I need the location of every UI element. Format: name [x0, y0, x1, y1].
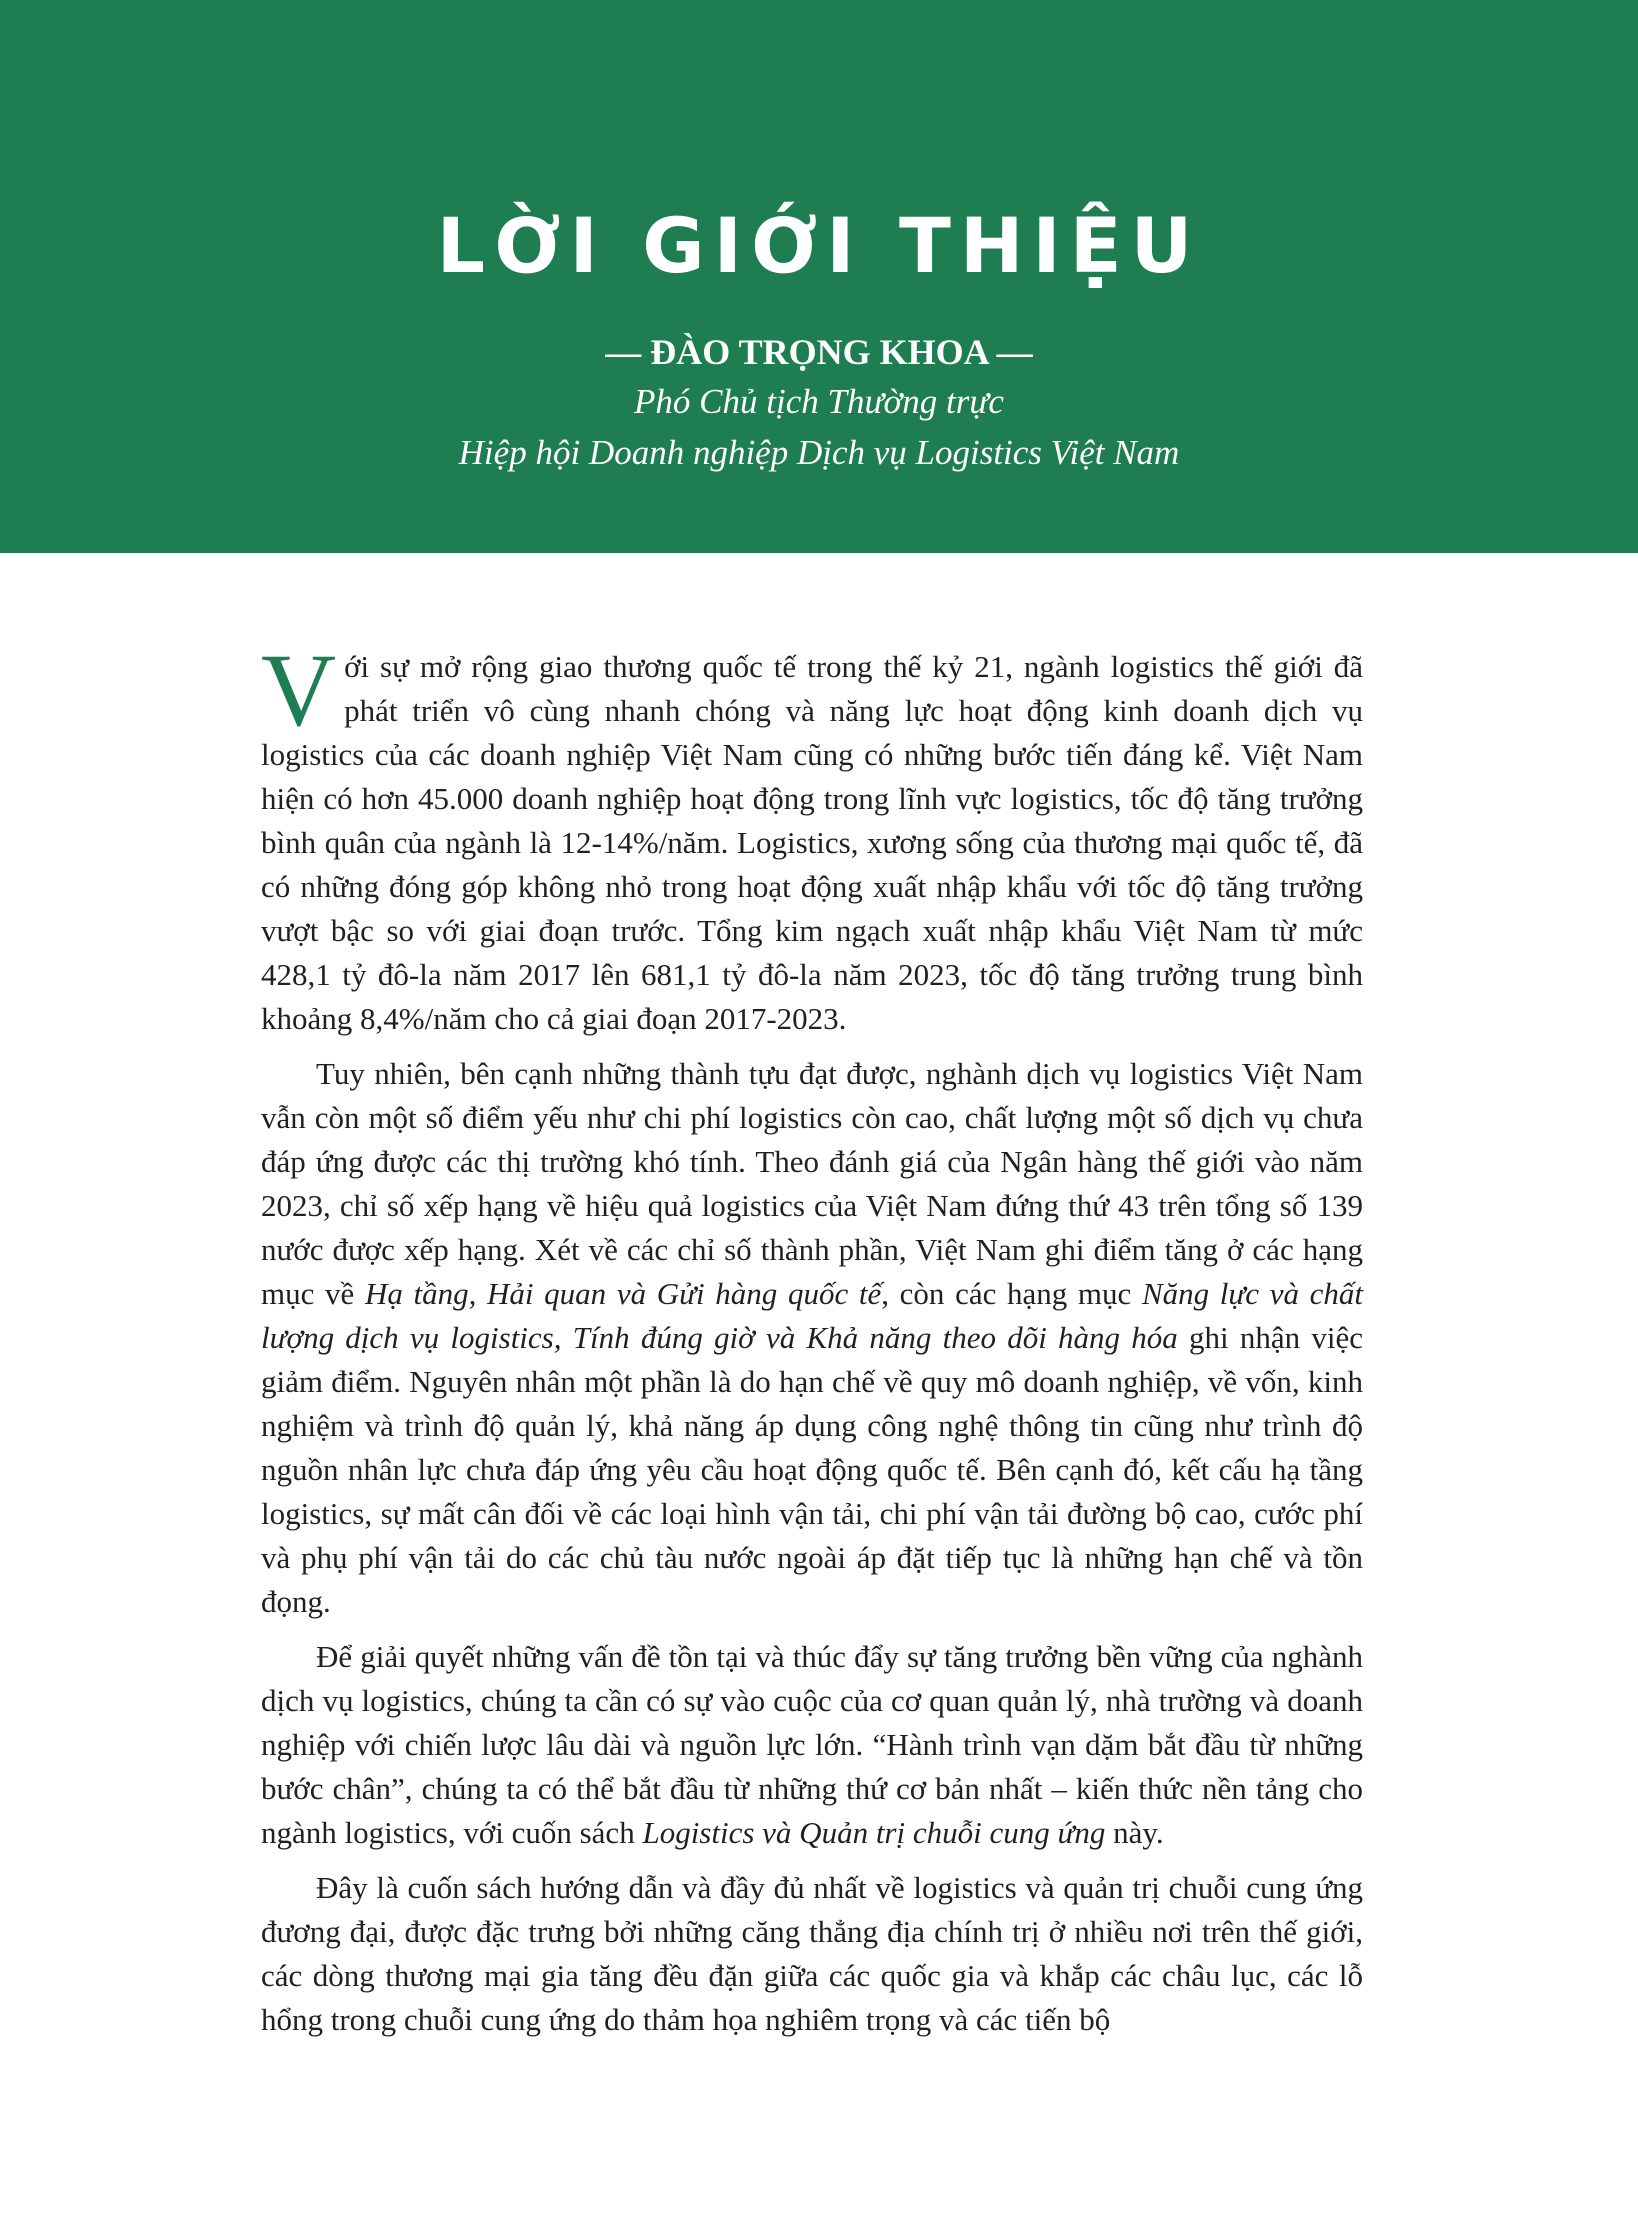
paragraph-2-italic-a: Hạ tầng, Hải quan và Gửi hàng quốc tế	[364, 1276, 882, 1311]
paragraph-2-text-c: ghi nhận việc giảm điểm. Nguyên nhân một phần là do hạn chế về quy mô doanh nghiệp, về vốn, kinh nghiệm và trình độ quản lý, khả năng áp dụng công nghệ thông tin cũng như trình độ nguồn nhân lực chưa đáp ứng yêu cầu hoạt động quốc tế. Bên cạnh đó, kết cấu hạ tầng logistics, sự mất cân đối về các loại hình vận tải, chi phí vận tải đường bộ cao, cước phí và phụ phí vận tải do các chủ tàu nước ngoài áp đặt tiếp tục là những hạn chế và tồn đọng.	[261, 1320, 1363, 1619]
paragraph-3-text-a: Để giải quyết những vấn đề tồn tại và thúc đẩy sự tăng trưởng bền vững của nghành dịch vụ logistics, chúng ta cần có sự vào cuộc của cơ quan quản lý, nhà trường và doanh nghiệp với chiến lược lâu dài và nguồn lực lớn. “Hành trình vạn dặm bắt đầu từ những bước chân”, chúng ta có thể bắt đầu từ những thứ cơ bản nhất – kiến thức nền tảng cho ngành logistics, với cuốn sách	[261, 1639, 1363, 1850]
author-role: Phó Chủ tịch Thường trực	[634, 382, 1004, 421]
page-title: LỜI GIỚI THIỆU	[436, 201, 1202, 290]
paragraph-2-italic-b: Năng lực và chất lượng dịch vụ logistics, Tính đúng giờ và Khả năng theo dõi hàng hóa	[261, 1276, 1364, 1355]
paragraph-3-text-b: này.	[1105, 1815, 1164, 1850]
paragraph-2-text-b: , còn các hạng mục	[881, 1276, 1142, 1311]
paragraph-1	[261, 633, 1363, 1041]
paragraph-2	[261, 1052, 1363, 1624]
body-text	[261, 633, 1364, 2053]
author-organization: Hiệp hội Doanh nghiệp Dịch vụ Logistics Việt Nam	[458, 433, 1180, 472]
paragraph-3-book-title: Logistics và Quản trị chuỗi cung ứng	[642, 1815, 1106, 1850]
paragraph-2-text-a: Tuy nhiên, bên cạnh những thành tựu đạt được, nghành dịch vụ logistics Việt Nam vẫn còn một số điểm yếu như chi phí logistics còn cao, chất lượng một số dịch vụ chưa đáp ứng được các thị trường khó tính. Theo đánh giá của Ngân hàng thế giới vào năm 2023, chỉ số xếp hạng về hiệu quả logistics của Việt Nam đứng thứ 43 trên tổng số 139 nước được xếp hạng. Xét về các chỉ số thành phần, Việt Nam ghi điểm tăng ở các hạng mục về	[261, 1056, 1363, 1311]
paragraph-4-text: Đây là cuốn sách hướng dẫn và đầy đủ nhất về logistics và quản trị chuỗi cung ứng đương đại, được đặc trưng bởi những căng thẳng địa chính trị ở nhiều nơi trên thế giới, các dòng thương mại gia tăng đều đặn giữa các quốc gia và khắp các châu lục, các lỗ hổng trong chuỗi cung ứng do thảm họa nghiêm trọng và các tiến bộ	[261, 1870, 1363, 2037]
drop-cap: V	[261, 633, 337, 748]
header-banner	[0, 0, 1638, 553]
paragraph-3	[261, 1635, 1363, 1855]
author-name: — ĐÀO TRỌNG KHOA —	[605, 332, 1033, 372]
paragraph-4	[261, 1866, 1363, 2042]
paragraph-1-text: ới sự mở rộng giao thương quốc tế trong thế kỷ 21, ngành logistics thế giới đã phát triển vô cùng nhanh chóng và năng lực hoạt động kinh doanh dịch vụ logistics của các doanh nghiệp Việt Nam cũng có những bước tiến đáng kể. Việt Nam hiện có hơn 45.000 doanh nghiệp hoạt động trong lĩnh vực logistics, tốc độ tăng trưởng bình quân của ngành là 12-14%/năm. Logistics, xương sống của thương mại quốc tế, đã có những đóng góp không nhỏ trong hoạt động xuất nhập khẩu với tốc độ tăng trưởng vượt bậc so với giai đoạn trước. Tổng kim ngạch xuất nhập khẩu Việt Nam từ mức 428,1 tỷ đô-la năm 2017 lên 681,1 tỷ đô-la năm 2023, tốc độ tăng trưởng trung bình khoảng 8,4%/năm cho cả giai đoạn 2017-2023.	[261, 649, 1363, 1036]
